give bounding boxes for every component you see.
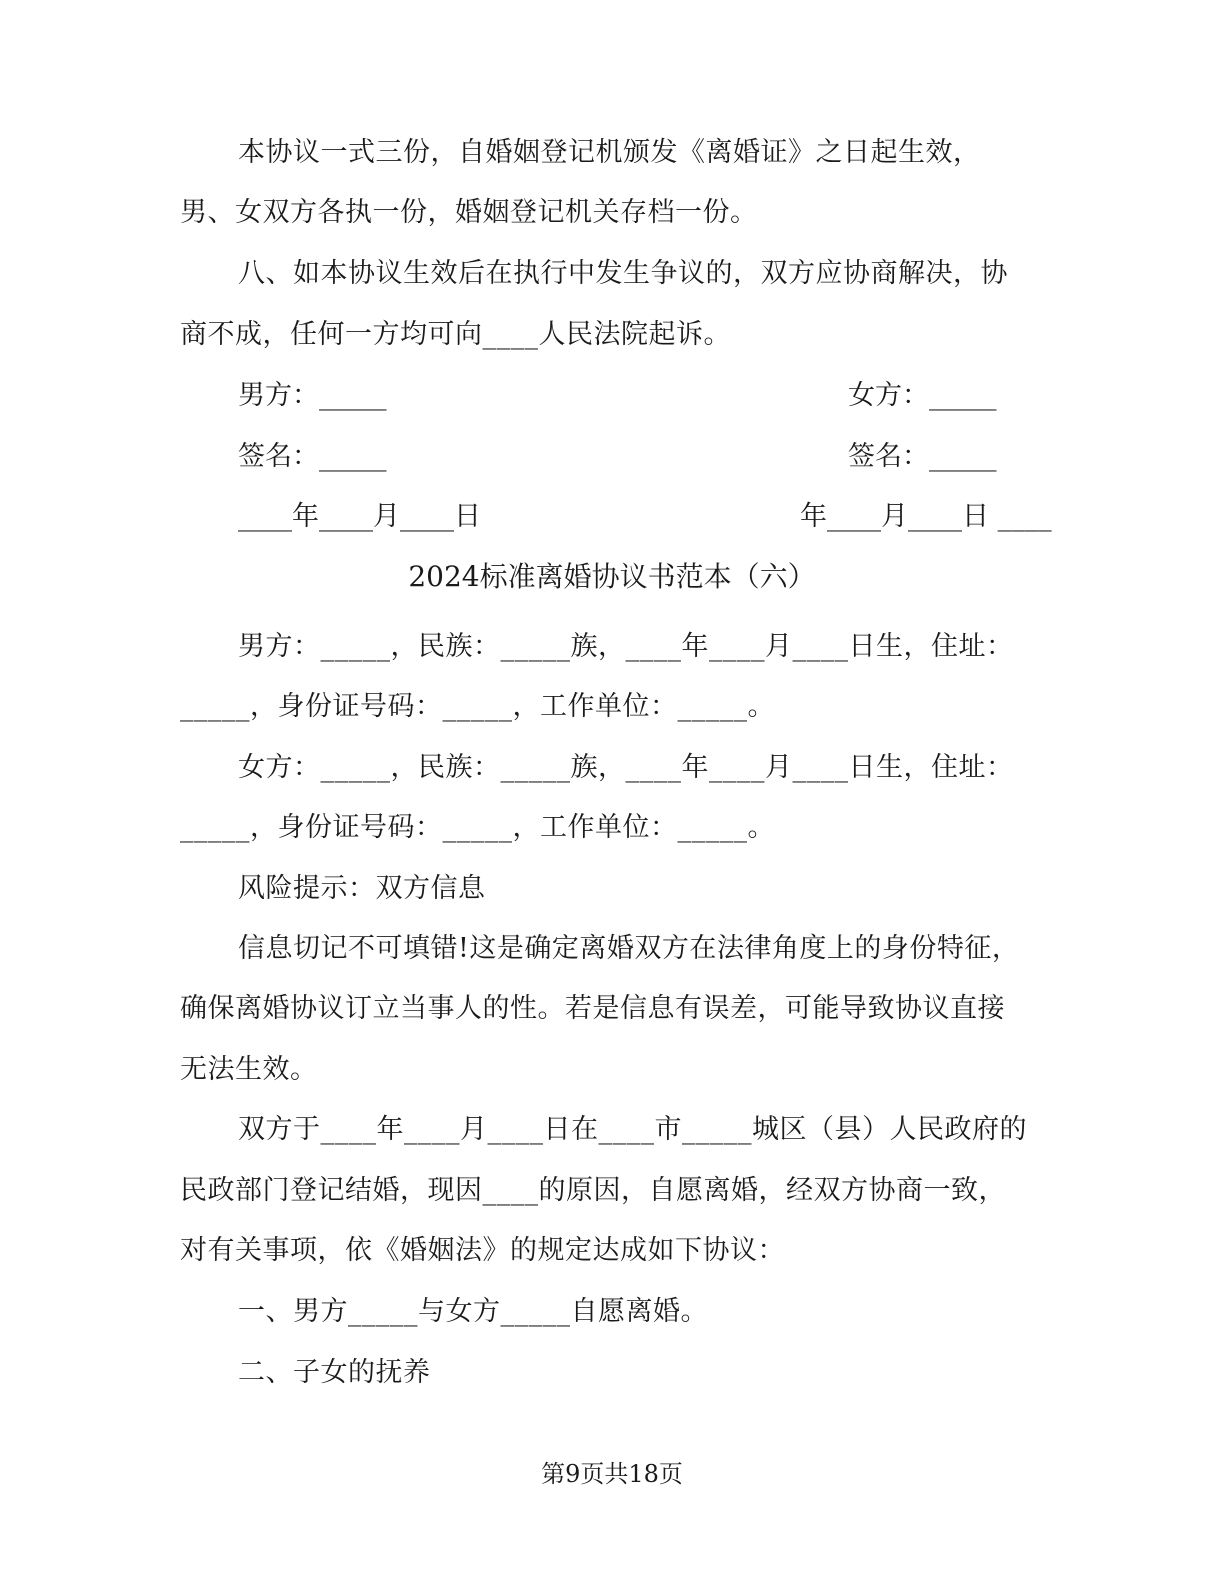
female-party-label: 女方：_____: [848, 380, 997, 411]
risk-tip-paragraph-end: 无法生效。: [180, 1054, 318, 1085]
female-date-line: 年____月____日 ____: [800, 501, 1052, 532]
paragraph-effective-clause-cont: 男、女双方各执一份，婚姻登记机关存档一份。: [180, 197, 758, 228]
risk-tip-paragraph-cont: 确保离婚协议订立当事人的性。若是信息有误差，可能导致协议直接: [180, 993, 1005, 1024]
marriage-registration-paragraph-cont: 民政部门登记结婚，现因____的原因，自愿离婚，经双方协商一致，: [180, 1175, 1006, 1206]
marriage-registration-paragraph: 双方于____年____月____日在____市_____城区（县）人民政府的: [238, 1114, 1027, 1145]
male-date-line: ____年____月____日: [238, 501, 481, 532]
paragraph-effective-clause: 本协议一式三份，自婚姻登记机颁发《离婚证》之日起生效，: [238, 137, 981, 168]
female-info-line-cont: _____，身份证号码：_____，工作单位：_____。: [180, 812, 775, 843]
female-info-line: 女方：_____，民族：_____族，____年____月____日生，住址：: [238, 752, 1014, 783]
risk-tip-paragraph: 信息切记不可填错!这是确定离婚双方在法律角度上的身份特征，: [238, 933, 1020, 964]
female-signature-label: 签名：_____: [848, 441, 997, 472]
paragraph-dispute-clause-cont: 商不成，任何一方均可向____人民法院起诉。: [180, 319, 731, 350]
male-info-line-cont: _____，身份证号码：_____，工作单位：_____。: [180, 691, 775, 722]
clause-two-heading: 二、子女的抚养: [238, 1357, 431, 1388]
marriage-registration-paragraph-end: 对有关事项，依《婚姻法》的规定达成如下协议：: [180, 1235, 785, 1266]
section-title: 2024标准离婚协议书范本（六）: [408, 560, 816, 593]
male-party-label: 男方：_____: [238, 380, 387, 411]
male-signature-label: 签名：_____: [238, 441, 387, 472]
male-info-line: 男方：_____，民族：_____族，____年____月____日生，住址：: [238, 631, 1014, 662]
paragraph-dispute-clause: 八、如本协议生效后在执行中发生争议的，双方应协商解决，协: [238, 258, 1008, 289]
risk-tip-heading: 风险提示：双方信息: [238, 873, 486, 904]
clause-one: 一、男方_____与女方_____自愿离婚。: [238, 1296, 708, 1327]
page-number-footer: 第9页共18页: [541, 1460, 683, 1488]
